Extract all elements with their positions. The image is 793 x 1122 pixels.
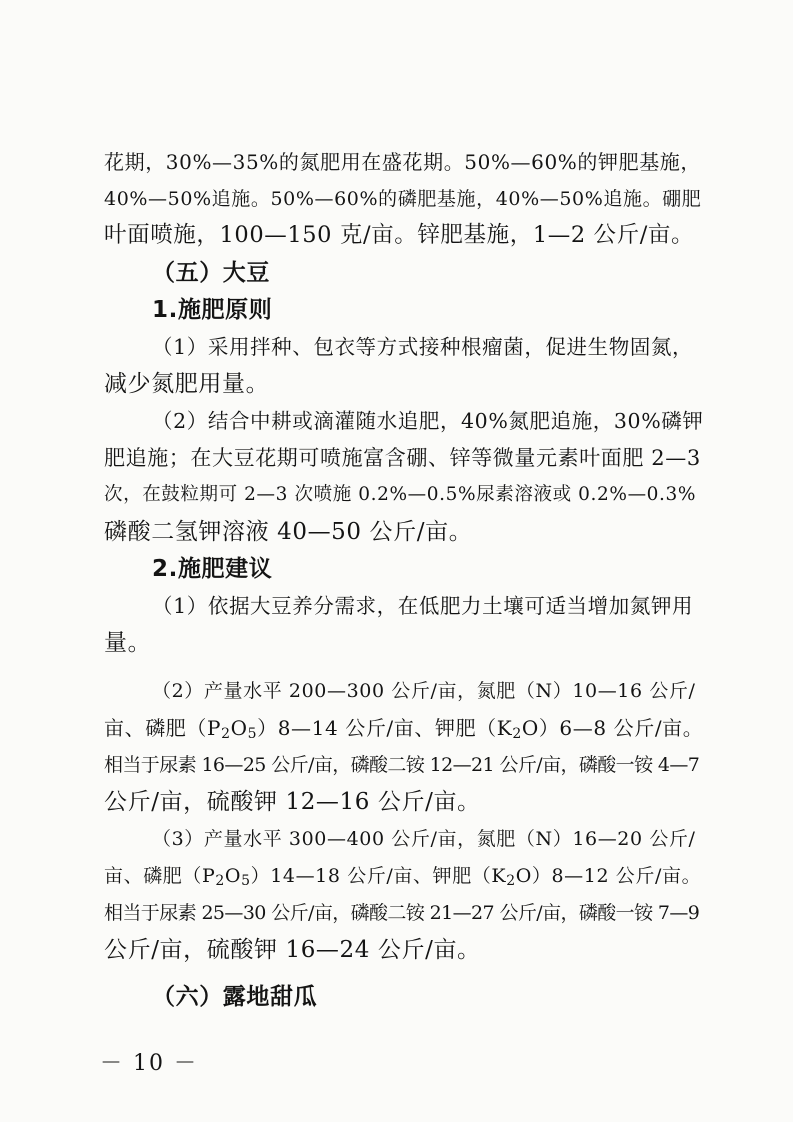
text-line: （2）产量水平 200—300 公斤/亩，氮肥（N）10—16 公斤/ bbox=[152, 680, 696, 702]
text-line: 肥追施；在大豆花期可喷施富含硼、锌等微量元素叶面肥 2—3 bbox=[104, 446, 701, 470]
text-line: （1）采用拌种、包衣等方式接种根瘤菌，促进生物固氮， bbox=[152, 335, 694, 359]
text-line: 公斤/亩，硫酸钾 12—16 公斤/亩。 bbox=[104, 789, 481, 815]
text-fragment: ）14—18 公斤/亩、钾肥（K bbox=[250, 865, 507, 887]
text-fragment: O）6—8 公斤/亩。 bbox=[521, 716, 704, 740]
text-line: 40%—50%追施。50%—60%的磷肥基施，40%—50%追施。硼肥 bbox=[104, 188, 702, 210]
text-fragment: 亩、磷肥（P bbox=[104, 865, 216, 887]
subscript: 5 bbox=[241, 873, 251, 889]
subscript: 2 bbox=[506, 873, 516, 889]
text-line: （2）结合中耕或滴灌随水追肥，40%氮肥追施，30%磷钾 bbox=[152, 409, 704, 433]
text-line: 公斤/亩，硫酸钾 16—24 公斤/亩。 bbox=[104, 937, 481, 963]
subscript: 2 bbox=[215, 873, 225, 889]
subscript: 5 bbox=[247, 726, 258, 742]
section-heading: （六）露地甜瓜 bbox=[152, 984, 318, 1010]
text-line: 相当于尿素 16—25 公斤/亩，磷酸二铵 12—21 公斤/亩，磷酸一铵 4—7 bbox=[104, 754, 700, 776]
text-line: 花期，30%—35%的氮肥用在盛花期。50%—60%的钾肥基施， bbox=[104, 150, 702, 174]
subscript: 2 bbox=[221, 726, 231, 742]
text-fragment: 亩、磷肥（P bbox=[104, 716, 222, 740]
subscript: 2 bbox=[512, 726, 522, 742]
subsection-heading: 2.施肥建议 bbox=[152, 556, 273, 582]
text-line: 相当于尿素 25—30 公斤/亩，磷酸二铵 21—27 公斤/亩，磷酸一铵 7—9 bbox=[104, 902, 700, 924]
text-line: （3）产量水平 300—400 公斤/亩，氮肥（N）16—20 公斤/ bbox=[152, 828, 696, 850]
page-number: － 10 － bbox=[100, 1051, 198, 1076]
text-fragment: O bbox=[230, 716, 248, 740]
text-line: （1）依据大豆养分需求，在低肥力土壤可适当增加氮钾用 bbox=[152, 594, 694, 618]
text-fragment: ）8—14 公斤/亩、钾肥（K bbox=[257, 716, 513, 740]
text-line bbox=[104, 712, 704, 744]
text-fragment: O）8—12 公斤/亩。 bbox=[515, 865, 702, 887]
text-line: 减少氮肥用量。 bbox=[104, 371, 270, 397]
text-line: 叶面喷施，100—150 克/亩。锌肥基施，1—2 公斤/亩。 bbox=[104, 222, 695, 248]
text-line: 量。 bbox=[104, 630, 152, 656]
subsection-heading: 1.施肥原则 bbox=[152, 297, 273, 323]
text-fragment: O bbox=[224, 865, 242, 887]
text-line bbox=[104, 860, 704, 892]
text-line: 磷酸二氢钾溶液 40—50 公斤/亩。 bbox=[104, 519, 473, 545]
section-heading: （五）大豆 bbox=[152, 260, 270, 286]
text-line: 次，在鼓粒期可 2—3 次喷施 0.2%—0.5%尿素溶液或 0.2%—0.3% bbox=[104, 484, 697, 505]
